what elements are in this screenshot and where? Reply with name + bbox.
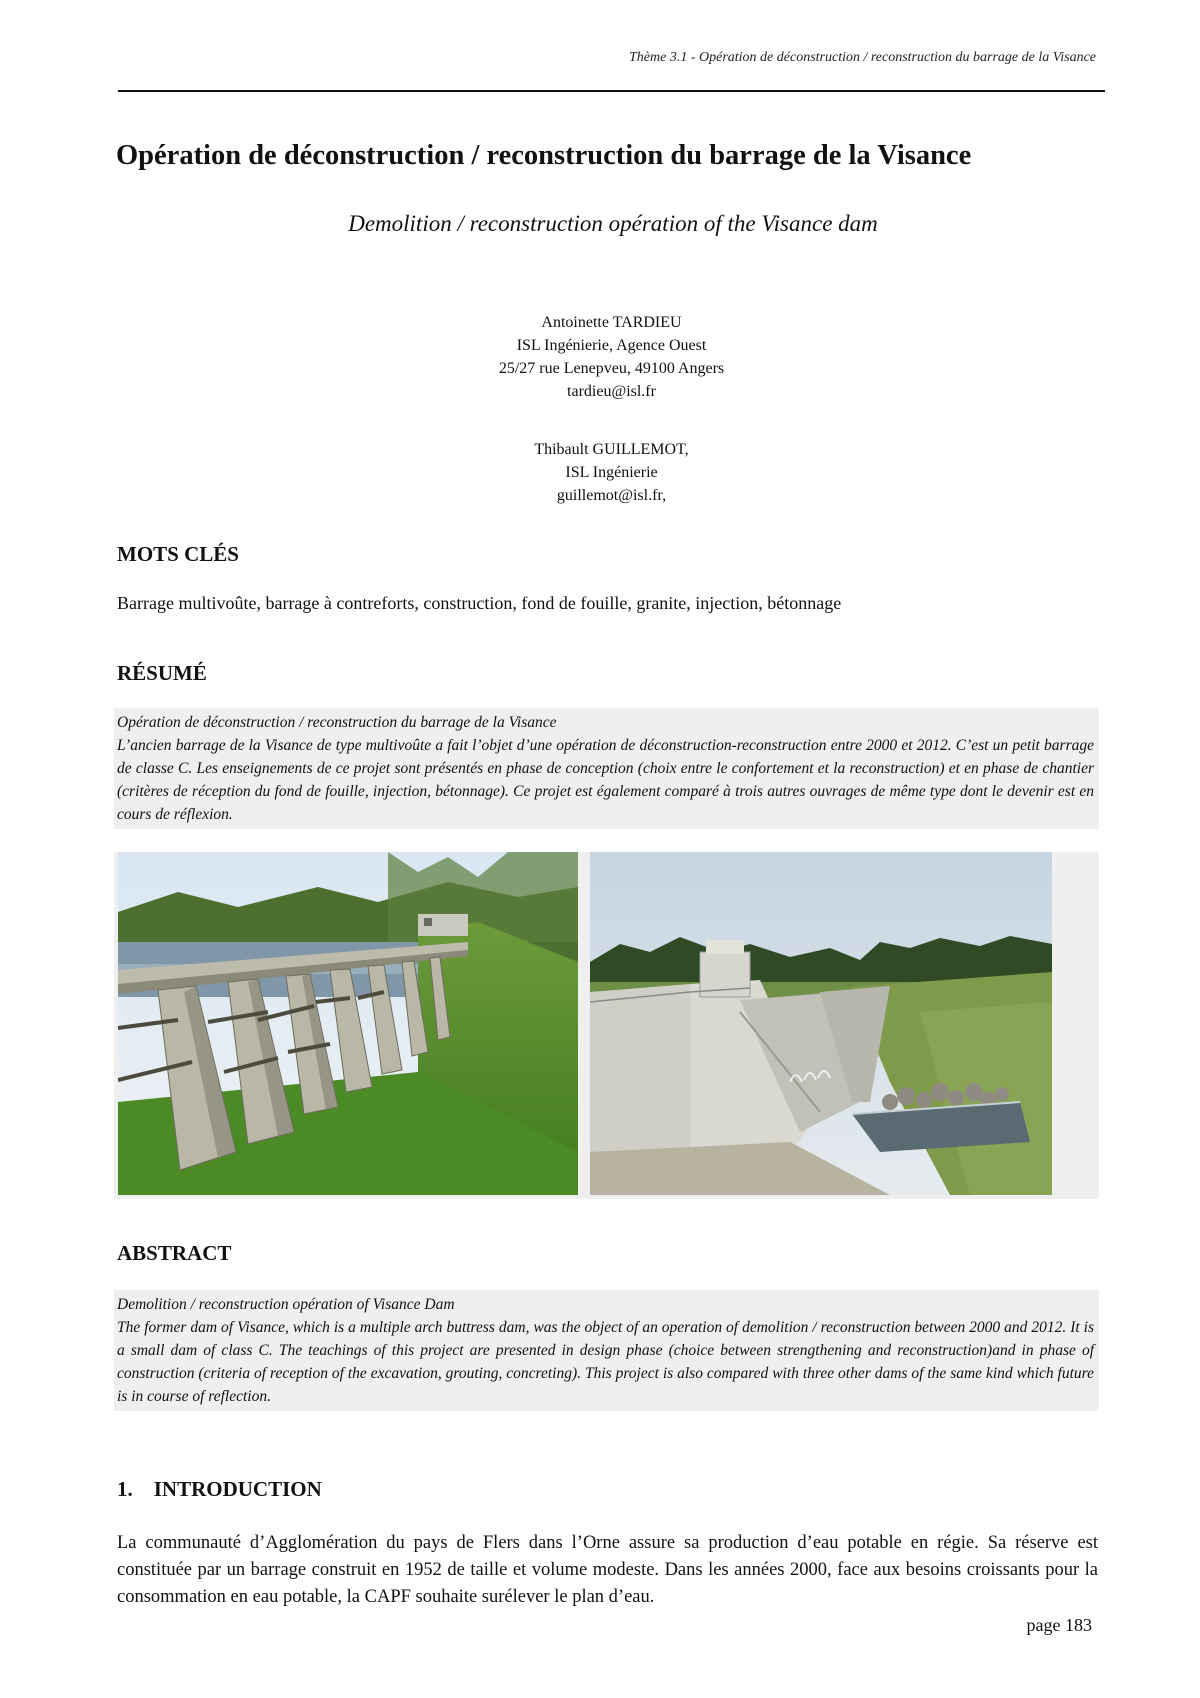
- author-1-affiliation: ISL Ingénierie, Agence Ouest: [516, 337, 707, 354]
- author-2-affiliation: ISL Ingénierie: [565, 464, 658, 481]
- abstract-box: [114, 1290, 1099, 1411]
- resume-box: [114, 708, 1099, 829]
- author-1-name: Antoinette TARDIEU: [541, 314, 682, 331]
- introduction-heading: 1. INTRODUCTION: [117, 1477, 322, 1501]
- abstract-text: The former dam of Visance, which is a multiple arch buttress dam, was the object of an operation of demolition / reconstruction between 2000 and 2012. It is a small dam of class C. The teachings of this project are presented in design phase (choice between strengthening and reconstruction)and in phase of construction (criteria of reception of the excavation, grouting, concreting). This project is also compared with three other dams of the same kind which future is in course of reflection.: [117, 1319, 1094, 1405]
- resume-text: L’ancien barrage de la Visance de type multivoûte a fait l’objet d’une opération de déconstruction-reconstruction entre 2000 et 2012. C’est un petit barrage de classe C. Les enseignements de ce projet sont présentés en phase de conception (choix entre le confortement et la reconstruction) et en phase de chantier (critères de réception du fond de fouille, injection, bétonnage). Ce projet est également comparé à trois autres ouvrages de même type dont le devenir est en cours de réflexion.: [117, 737, 1094, 823]
- author-2-name: Thibault GUILLEMOT,: [534, 441, 689, 458]
- paper-subtitle: Demolition / reconstruction opération of the Visance dam: [348, 211, 878, 236]
- author-2-email: guillemot@isl.fr,: [556, 487, 667, 504]
- paper-title: Opération de déconstruction / reconstruction du barrage de la Visance: [116, 140, 972, 171]
- resume-title-line: Opération de déconstruction / reconstruction du barrage de la Visance: [117, 714, 557, 731]
- photo-row: [114, 852, 1099, 1199]
- new-dam-photo: [590, 852, 1052, 1195]
- old-dam-photo: [118, 852, 578, 1195]
- abstract-heading: ABSTRACT: [117, 1241, 232, 1265]
- author-block: [118, 311, 1105, 507]
- header-rule: [118, 90, 1105, 92]
- keywords-text: Barrage multivoûte, barrage à contreforts, construction, fond de fouille, granite, injection, bétonnage: [117, 593, 842, 613]
- author-1-address: 25/27 rue Lenepveu, 49100 Angers: [498, 360, 725, 377]
- running-header: Thème 3.1 - Opération de déconstruction / reconstruction du barrage de la Visance: [629, 50, 1096, 65]
- author-1-email: tardieu@isl.fr: [567, 383, 656, 400]
- resume-heading: RÉSUMÉ: [117, 661, 207, 685]
- abstract-title-line: Demolition / reconstruction opération of Visance Dam: [117, 1296, 455, 1313]
- page-number: page 183: [1026, 1615, 1092, 1635]
- keywords-heading: MOTS CLÉS: [117, 542, 239, 566]
- introduction-text: La communauté d’Agglomération du pays de Flers dans l’Orne assure sa production d’eau potable en régie. Sa réserve est constituée par un barrage construit en 1952 de taille et volume modeste. Dans les années 2000, face aux besoins croissants pour la consommation en eau potable, la CAPF souhaite surélever le plan d’eau.: [117, 1533, 1098, 1607]
